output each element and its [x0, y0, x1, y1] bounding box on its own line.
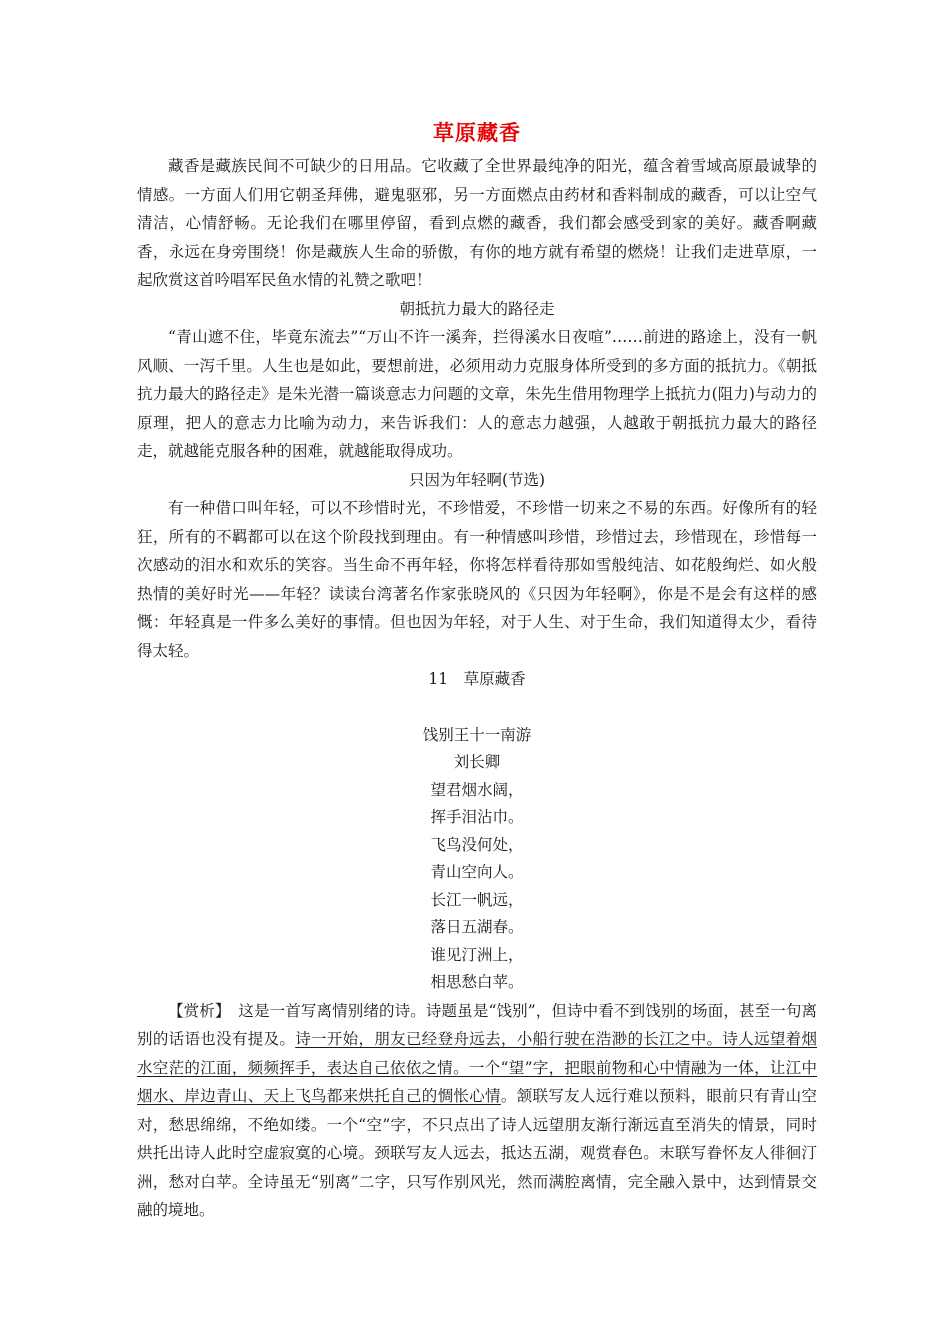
document-page [137, 118, 817, 1225]
poem-title: 饯别王十一南游 [422, 725, 532, 744]
analysis-text-1: 这是一首写离情别绪的诗。诗题虽是“饯别”，但诗中看不到饯别的场面，甚至一句离别的话语也没有提及。 [137, 1001, 817, 1048]
page-title: 草原藏香 [433, 121, 521, 145]
poem [137, 722, 817, 997]
poem-line: 落日五湖春。 [430, 918, 524, 936]
section1-title: 朝抵抗力最大的路径走 [399, 299, 555, 318]
poem-line: 相思愁白苹。 [430, 973, 524, 991]
section2-title: 只因为年轻啊(节选) [408, 470, 546, 489]
poem-line: 长江一帆远， [430, 890, 524, 909]
chapter-heading: 11 草原藏香 [428, 670, 526, 688]
section2-paragraph: 有一种借口叫年轻，可以不珍惜时光，不珍惜爱，不珍惜一切来之不易的东西。好像所有的轻狂，所有的不羁都可以在这个阶段找到理由。有一种情感叫珍惜，珍惜过去，珍惜现在，珍惜每一次感动的泪水和欢乐的笑容。当生命不再年轻，你将怎样看待那如雪般纯洁、如花般绚烂、如火般热情的美好时光——年轻？读读台湾著名作家张晓风的《只因为年轻啊》，你是不是会有这样的感慨：年轻真是一件多么美好的事情。但也因为年轻，对于人生、对于生命，我们知道得太少，看待得太轻。 [137, 499, 817, 660]
poem-line: 谁见汀洲上， [430, 945, 524, 964]
intro-paragraph: 藏香是藏族民间不可缺少的日用品。它收藏了全世界最纯净的阳光，蕴含着雪域高原最诚挚的情感。一方面人们用它朝圣拜佛，避鬼驱邪，另一方面燃点由药材和香料制成的藏香，可以让空气清洁，心情舒畅。无论我们在哪里停留，看到点燃的藏香，我们都会感受到家的美好。藏香啊藏香，永远在身旁围绕！你是藏族人生命的骄傲，有你的地方就有希望的燃烧！让我们走进草原，一起欣赏这首吟唱军民鱼水情的礼赞之歌吧！ [137, 157, 817, 289]
spacer [137, 694, 817, 722]
analysis-underlined-text: 诗一开始，朋友已经登舟远去，小船行驶在浩渺的长江之中。诗人远望着烟水空茫的江面，频频挥手，表达自己依依之情。一个“望”字，把眼前物和心中情融为一体，让江中烟水、岸边青山、天上飞鸟都来烘托自己的惆怅心情 [137, 1030, 817, 1105]
poem-line: 望君烟水阔， [430, 780, 524, 799]
poem-line: 飞鸟没何处， [430, 835, 524, 854]
poem-author: 刘长卿 [453, 753, 501, 771]
analysis-text-2: 。颔联写友人远行难以预料，眼前只有青山空对，愁思绵绵，不绝如缕。一个“空”字，不只点出了诗人远望朋友渐行渐远直至消失的情景，同时烘托出诗人此时空虚寂寞的心境。颈联写友人远去，抵达五湖，观赏春色。末联写眷怀友人徘徊汀洲，愁对白苹。全诗虽无“别离”二字，只写作别风光，然而满腔离情，完全融入景中，达到情景交融的境地。 [137, 1087, 817, 1219]
poem-line: 挥手泪沾巾。 [430, 808, 524, 826]
analysis-paragraph [137, 997, 817, 1225]
analysis-label: 【赏析】 [168, 1001, 223, 1020]
section1-paragraph: “青山遮不住，毕竟东流去”“万山不许一溪奔，拦得溪水日夜喧”……前进的路途上，没有一帆风顺、一泻千里。人生也是如此，要想前进，必须用动力克服身体所受到的多方面的抵抗力。《朝抵抗力最大的路径走》是朱光潜一篇谈意志力问题的文章，朱先生借用物理学上抵抗力(阻力)与动力的原理，把人的意志力比喻为动力，来告诉我们：人的意志力越强，人越敢于朝抵抗力最大的路径走，就越能克服各种的困难，就越能取得成功。 [137, 328, 817, 460]
poem-line: 青山空向人。 [430, 863, 524, 881]
